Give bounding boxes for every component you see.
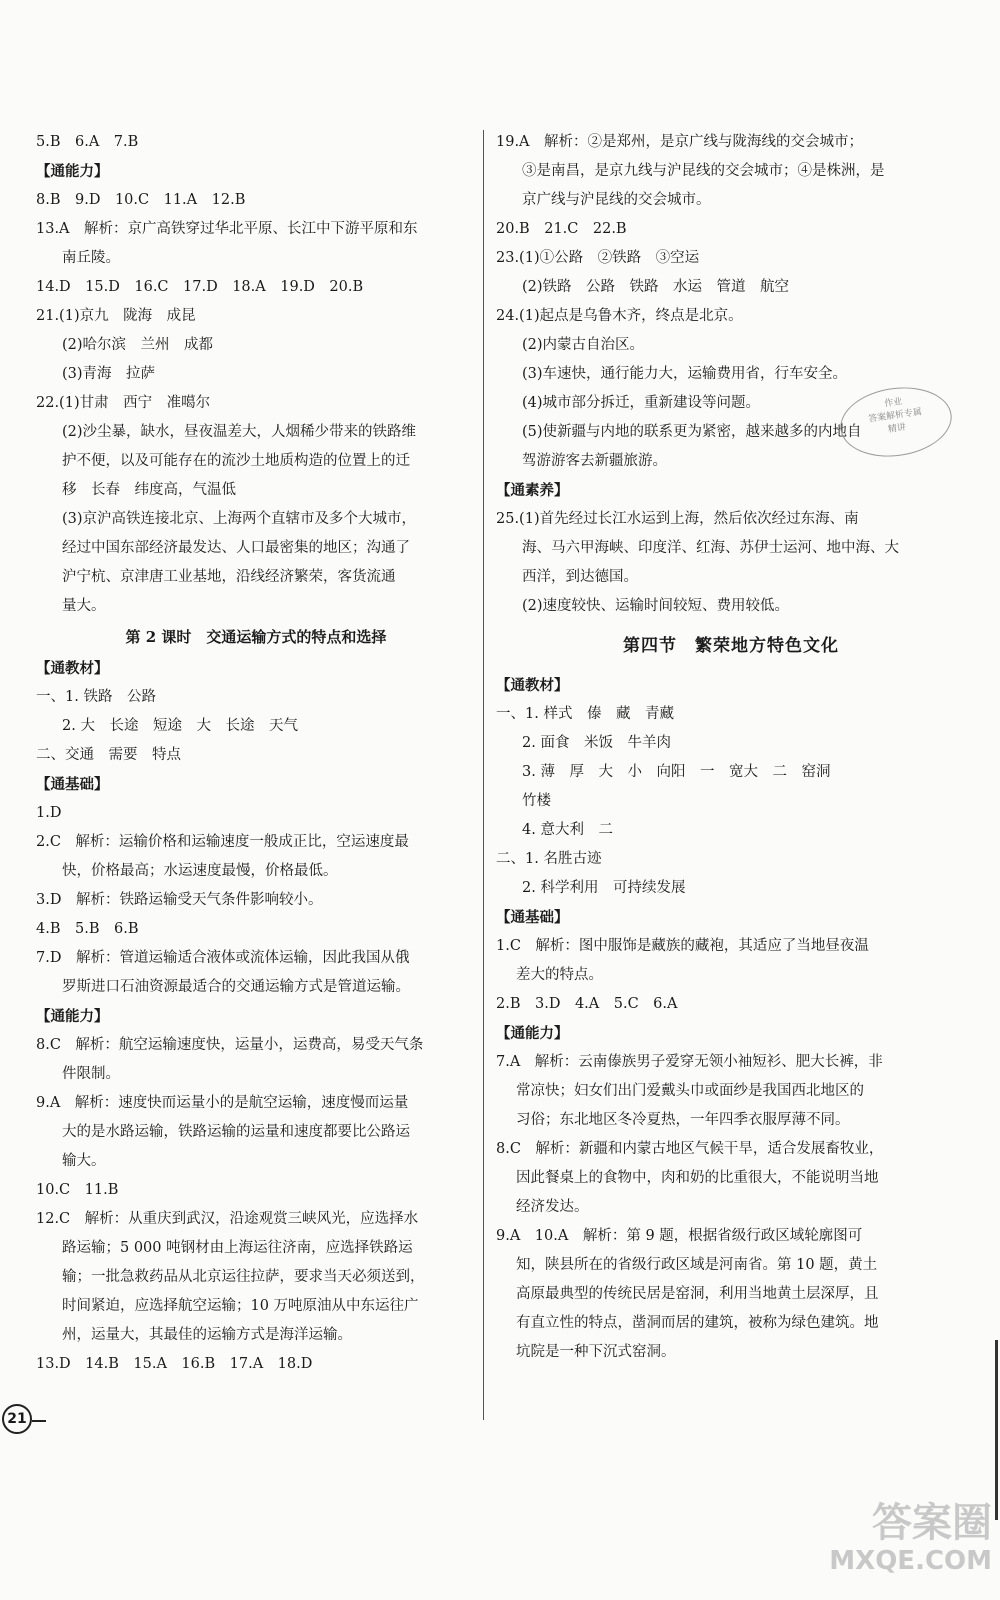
left-line: 【通能力】 [36, 1008, 109, 1025]
right-line: 2. 科学利用 可持续发展 [522, 880, 686, 896]
left-line: 南丘陵。 [62, 250, 120, 266]
left-line: 9.A 解析：速度快而运量小的是航空运输，速度慢而运量 [36, 1095, 409, 1111]
left-line: 时间紧迫，应选择航空运输；10 万吨原油从中东运往广 [62, 1298, 419, 1314]
right-line: 海、马六甲海峡、印度洋、红海、苏伊士运河、地中海、大 [522, 540, 899, 556]
right-line: 第四节 繁荣地方特色文化 [623, 636, 839, 656]
right-line: 坑院是一种下沉式窑洞。 [516, 1344, 676, 1360]
left-line: 输大。 [62, 1153, 106, 1169]
left-line: 5.B 6.A 7.B [36, 134, 139, 150]
right-line: 24.(1)起点是乌鲁木齐，终点是北京。 [496, 308, 743, 324]
right-line: 20.B 21.C 22.B [496, 221, 627, 237]
stamp-line-1: 作业 [883, 396, 903, 410]
page-number-rule [32, 1420, 46, 1422]
right-line: (5)使新疆与内地的联系更为紧密，越来越多的内地自 [522, 424, 862, 440]
right-line: 19.A 解析：②是郑州，是京广线与陇海线的交会城市； [496, 134, 864, 150]
right-line: 4. 意大利 二 [522, 822, 613, 838]
left-line: 【通能力】 [36, 163, 109, 180]
column-divider [483, 130, 484, 1420]
watermark-line-1: 答案圈 [872, 1500, 992, 1546]
right-line: 2. 面食 米饭 牛羊肉 [522, 735, 671, 751]
right-line: 7.A 解析：云南傣族男子爱穿无领小袖短衫、肥大长裤，非 [496, 1054, 883, 1070]
right-line: (3)车速快，通行能力大，运输费用省，行车安全。 [522, 366, 848, 382]
right-line: 【通能力】 [496, 1025, 569, 1042]
left-line: 州，运量大，其最佳的运输方式是海洋运输。 [62, 1327, 352, 1343]
left-line: 13.A 解析：京广高铁穿过华北平原、长江中下游平原和东 [36, 221, 418, 237]
left-line: 沪宁杭、京津唐工业基地，沿线经济繁荣，客货流通 [62, 569, 396, 585]
right-line: 一、1. 样式 傣 藏 青藏 [496, 706, 674, 722]
left-line: 护不便，以及可能存在的流沙土地质构造的位置上的迁 [62, 453, 410, 469]
left-line: 4.B 5.B 6.B [36, 921, 139, 937]
left-line: 14.D 15.D 16.C 17.D 18.A 19.D 20.B [36, 279, 364, 295]
right-line: 【通素养】 [496, 482, 569, 499]
right-line: 习俗；东北地区冬冷夏热，一年四季衣服厚薄不同。 [516, 1112, 850, 1128]
left-line: 2. 大 长途 短途 大 长途 天气 [62, 718, 298, 734]
left-line: 7.D 解析：管道运输适合液体或流体运输，因此我国从俄 [36, 950, 410, 966]
page-edge-shadow [995, 1340, 998, 1520]
watermark-logo [829, 1500, 992, 1576]
watermark-line-2: MXQE.COM [829, 1546, 992, 1576]
right-line: 25.(1)首先经过长江水运到上海，然后依次经过东海、南 [496, 511, 859, 527]
right-column [496, 128, 966, 1367]
left-line: 快，价格最高；水运速度最慢，价格最低。 [62, 863, 338, 879]
right-line: 驾游游客去新疆旅游。 [522, 453, 667, 469]
right-line: 【通基础】 [496, 909, 569, 926]
left-line: 量大。 [62, 598, 106, 614]
right-line: 西洋，到达德国。 [522, 569, 638, 585]
right-line: 经济发达。 [516, 1199, 589, 1215]
left-line: 21.(1)京九 陇海 成昆 [36, 308, 196, 324]
right-line: (2)内蒙古自治区。 [522, 337, 645, 353]
right-line: 竹楼 [522, 793, 551, 809]
right-line: 二、1. 名胜古迹 [496, 851, 602, 867]
left-line: 【通教材】 [36, 660, 109, 677]
right-line: 差大的特点。 [516, 967, 603, 983]
left-line: 2.C 解析：运输价格和运输速度一般成正比，空运速度最 [36, 834, 409, 850]
left-line: 路运输；5 000 吨钢材由上海运往济南，应选择铁路运 [62, 1240, 413, 1256]
left-line: 移 长春 纬度高，气温低 [62, 482, 236, 498]
right-line: 【通教材】 [496, 677, 569, 694]
right-line: 因此餐桌上的食物中，肉和奶的比重很大，不能说明当地 [516, 1170, 879, 1186]
left-line: (2)沙尘暴，缺水，昼夜温差大，人烟稀少带来的铁路维 [62, 424, 417, 440]
right-line: (2)速度较快、运输时间较短、费用较低。 [522, 598, 790, 614]
left-line: 8.B 9.D 10.C 11.A 12.B [36, 192, 246, 208]
left-line: 件限制。 [62, 1066, 120, 1082]
right-line: (4)城市部分拆迁，重新建设等问题。 [522, 395, 761, 411]
right-line: 23.(1)①公路 ②铁路 ③空运 [496, 250, 700, 266]
right-line: 8.C 解析：新疆和内蒙古地区气候干旱，适合发展畜牧业， [496, 1141, 884, 1157]
left-line: 10.C 11.B [36, 1182, 119, 1198]
left-line: 【通基础】 [36, 776, 109, 793]
stamp-line-2: 答案解析专属 [867, 407, 923, 425]
right-line: 3. 薄 厚 大 小 向阳 一 宽大 二 窑洞 [522, 764, 831, 780]
left-line: 罗斯进口石油资源最适合的交通运输方式是管道运输。 [62, 979, 410, 995]
left-line: 3.D 解析：铁路运输受天气条件影响较小。 [36, 892, 323, 908]
left-line: 大的是水路运输，铁路运输的运量和速度都要比公路运 [62, 1124, 410, 1140]
left-line: (3)京沪高铁连接北京、上海两个直辖市及多个大城市， [62, 511, 417, 527]
left-line: (3)青海 拉萨 [62, 366, 156, 382]
left-line: 第 2 课时 交通运输方式的特点和选择 [125, 628, 387, 646]
left-line: 8.C 解析：航空运输速度快，运量小，运费高，易受天气条 [36, 1037, 424, 1053]
right-line: 1.C 解析：图中服饰是藏族的藏袍，其适应了当地昼夜温 [496, 938, 869, 954]
left-line: 22.(1)甘肃 西宁 准噶尔 [36, 395, 211, 411]
left-line: 二、交通 需要 特点 [36, 747, 181, 763]
right-line: (2)铁路 公路 铁路 水运 管道 航空 [522, 279, 790, 295]
stamp-line-3: 精讲 [887, 422, 907, 436]
right-line: 知，陕县所在的省级行政区域是河南省。第 10 题，黄土 [516, 1257, 878, 1273]
left-line: 1.D [36, 805, 62, 821]
right-line: 京广线与沪昆线的交会城市。 [522, 192, 711, 208]
right-line: 2.B 3.D 4.A 5.C 6.A [496, 996, 678, 1012]
right-line: ③是南昌，是京九线与沪昆线的交会城市；④是株洲，是 [522, 163, 885, 179]
left-line: 13.D 14.B 15.A 16.B 17.A 18.D [36, 1356, 313, 1372]
right-line: 高原最典型的传统民居是窑洞，利用当地黄土层深厚，且 [516, 1286, 879, 1302]
left-line: 输；一批急救药品从北京运往拉萨，要求当天必须送到， [62, 1269, 425, 1285]
right-line: 有直立性的特点，凿洞而居的建筑，被称为绿色建筑。地 [516, 1315, 879, 1331]
page-number: 21 [2, 1404, 32, 1434]
right-line: 9.A 10.A 解析：第 9 题，根据省级行政区域轮廓图可 [496, 1228, 863, 1244]
left-line: 12.C 解析：从重庆到武汉，沿途观赏三峡风光，应选择水 [36, 1211, 419, 1227]
left-line: 经过中国东部经济最发达、人口最密集的地区；沟通了 [62, 540, 410, 556]
left-line: (2)哈尔滨 兰州 成都 [62, 337, 214, 353]
left-line: 一、1. 铁路 公路 [36, 689, 156, 705]
left-column [36, 128, 476, 1379]
right-line: 常凉快；妇女们出门爱戴头巾或面纱是我国西北地区的 [516, 1083, 864, 1099]
